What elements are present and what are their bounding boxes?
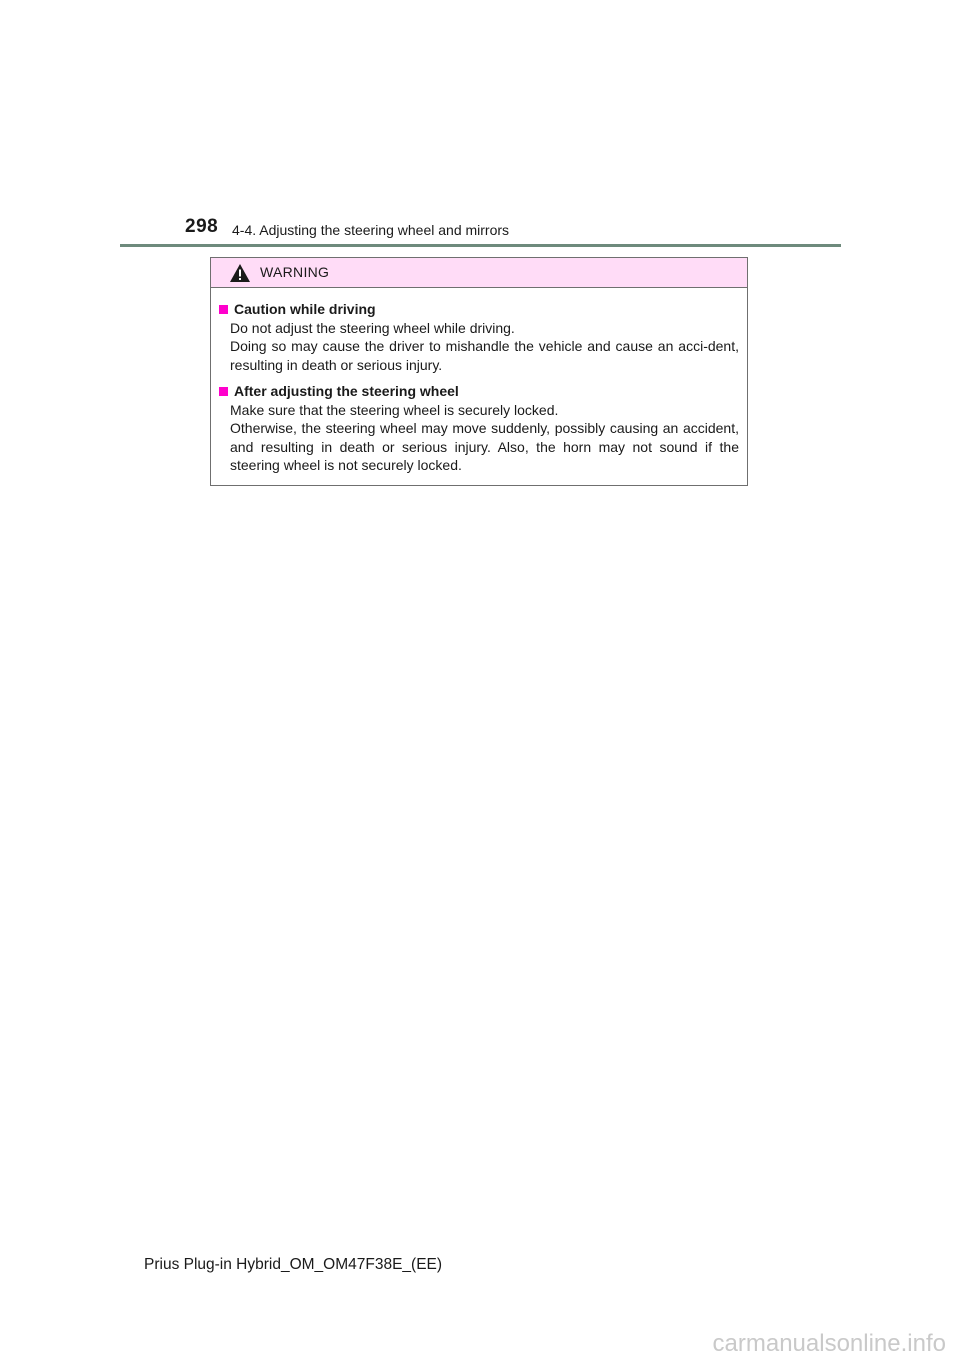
warning-paragraph: Doing so may cause the driver to mishandle the vehicle and cause an acci-dent, resulting in death or serious injury.: [230, 338, 739, 373]
watermark: carmanualsonline.info: [712, 1330, 946, 1357]
warning-body: [211, 288, 747, 475]
warning-paragraph: Do not adjust the steering wheel while driving.: [230, 319, 515, 336]
warning-item-text: [219, 401, 739, 475]
square-bullet-icon: [219, 387, 228, 396]
page-number: 298: [185, 216, 219, 237]
warning-paragraph: Otherwise, the steering wheel may move suddenly, possibly causing an accident, and resulting in death or serious injury. Also, the horn may not sound if the steering wheel is not securely locked.: [230, 420, 739, 473]
warning-item-text: [219, 319, 739, 375]
warning-item-heading: [219, 300, 739, 319]
warning-item: [219, 300, 739, 374]
warning-item: [219, 382, 739, 475]
section-title: 4-4. Adjusting the steering wheel and mirrors: [232, 222, 510, 238]
warning-paragraph: Make sure that the steering wheel is securely locked.: [230, 401, 559, 418]
warning-label: WARNING: [260, 264, 330, 280]
warning-box: [210, 257, 748, 486]
warning-item-heading: [219, 382, 739, 401]
warning-item-title: After adjusting the steering wheel: [234, 383, 459, 399]
header-rule: [120, 244, 841, 247]
warning-header: [211, 258, 747, 288]
warning-item-title: Caution while driving: [234, 301, 376, 317]
footer-document-id: Prius Plug-in Hybrid_OM_OM47F38E_(EE): [144, 1256, 443, 1273]
hazard-triangle-icon: [229, 263, 251, 283]
square-bullet-icon: [219, 305, 228, 314]
